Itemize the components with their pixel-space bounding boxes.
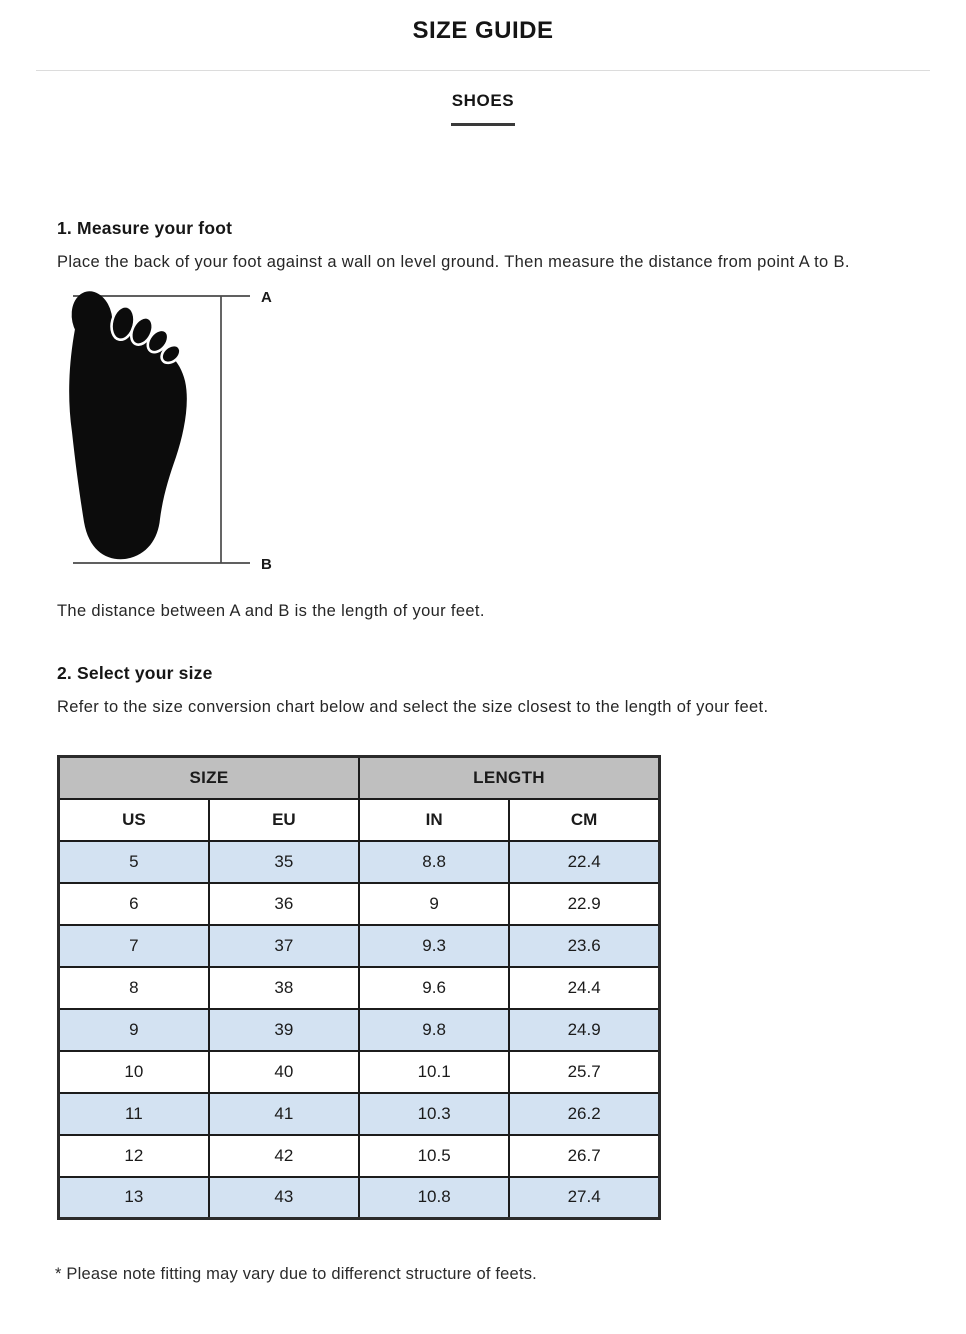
table-cell: 26.2 [509, 1093, 659, 1135]
table-cell: 9.8 [359, 1009, 509, 1051]
table-cell: 12 [59, 1135, 209, 1177]
table-row [59, 1051, 660, 1093]
table-cell: 39 [209, 1009, 359, 1051]
table-cell: 10.3 [359, 1093, 509, 1135]
fitting-footnote: * Please note fitting may vary due to differenct structure of feets. [55, 1265, 537, 1283]
column-header-cm: CM [509, 799, 659, 841]
table-cell: 41 [209, 1093, 359, 1135]
table-cell: 10.1 [359, 1051, 509, 1093]
column-header-us: US [59, 799, 209, 841]
column-header-eu: EU [209, 799, 359, 841]
table-cell: 26.7 [509, 1135, 659, 1177]
table-cell: 13 [59, 1177, 209, 1219]
size-conversion-table [57, 755, 661, 1220]
table-cell: 8 [59, 967, 209, 1009]
header-divider [36, 70, 930, 71]
table-cell: 5 [59, 841, 209, 883]
table-cell: 27.4 [509, 1177, 659, 1219]
table-row [59, 1009, 660, 1051]
table-cell: 40 [209, 1051, 359, 1093]
table-cell: 22.4 [509, 841, 659, 883]
measure-instruction: Place the back of your foot against a wall on level ground. Then measure the distance from point A to B. [57, 253, 850, 271]
table-column-header-row [59, 799, 660, 841]
table-cell: 24.9 [509, 1009, 659, 1051]
table-cell: 6 [59, 883, 209, 925]
table-cell: 9.3 [359, 925, 509, 967]
measure-section-heading: 1. Measure your foot [57, 218, 233, 238]
table-row [59, 883, 660, 925]
foot-diagram-svg [63, 287, 298, 579]
select-section-heading: 2. Select your size [57, 663, 213, 683]
table-cell: 7 [59, 925, 209, 967]
table-cell: 23.6 [509, 925, 659, 967]
table-row [59, 925, 660, 967]
table-cell: 25.7 [509, 1051, 659, 1093]
point-a-label: A [261, 289, 272, 306]
table-row [59, 1177, 660, 1219]
table-cell: 22.9 [509, 883, 659, 925]
tab-active-underline [451, 123, 515, 126]
table-row [59, 1135, 660, 1177]
tab-shoes[interactable] [0, 91, 966, 126]
table-cell: 8.8 [359, 841, 509, 883]
table-cell: 11 [59, 1093, 209, 1135]
table-cell: 37 [209, 925, 359, 967]
table-cell: 9 [59, 1009, 209, 1051]
table-row [59, 841, 660, 883]
table-row [59, 967, 660, 1009]
table-cell: 10.5 [359, 1135, 509, 1177]
group-header-length: LENGTH [359, 757, 660, 799]
foot-silhouette-icon [67, 287, 187, 559]
table-cell: 43 [209, 1177, 359, 1219]
table-cell: 9.6 [359, 967, 509, 1009]
foot-measure-diagram [63, 287, 906, 579]
column-header-in: IN [359, 799, 509, 841]
table-cell: 10.8 [359, 1177, 509, 1219]
select-instruction: Refer to the size conversion chart below and select the size closest to the length of your feet. [57, 698, 769, 716]
table-cell: 36 [209, 883, 359, 925]
page-title: SIZE GUIDE [412, 17, 554, 44]
point-b-label: B [261, 556, 272, 573]
tab-shoes-label: SHOES [451, 91, 515, 110]
table-group-header-row [59, 757, 660, 799]
measure-caption: The distance between A and B is the length of your feet. [57, 602, 485, 620]
group-header-size: SIZE [59, 757, 360, 799]
table-cell: 38 [209, 967, 359, 1009]
table-cell: 24.4 [509, 967, 659, 1009]
table-cell: 35 [209, 841, 359, 883]
table-cell: 9 [359, 883, 509, 925]
table-row [59, 1093, 660, 1135]
content-area [57, 218, 906, 1284]
table-cell: 42 [209, 1135, 359, 1177]
table-cell: 10 [59, 1051, 209, 1093]
